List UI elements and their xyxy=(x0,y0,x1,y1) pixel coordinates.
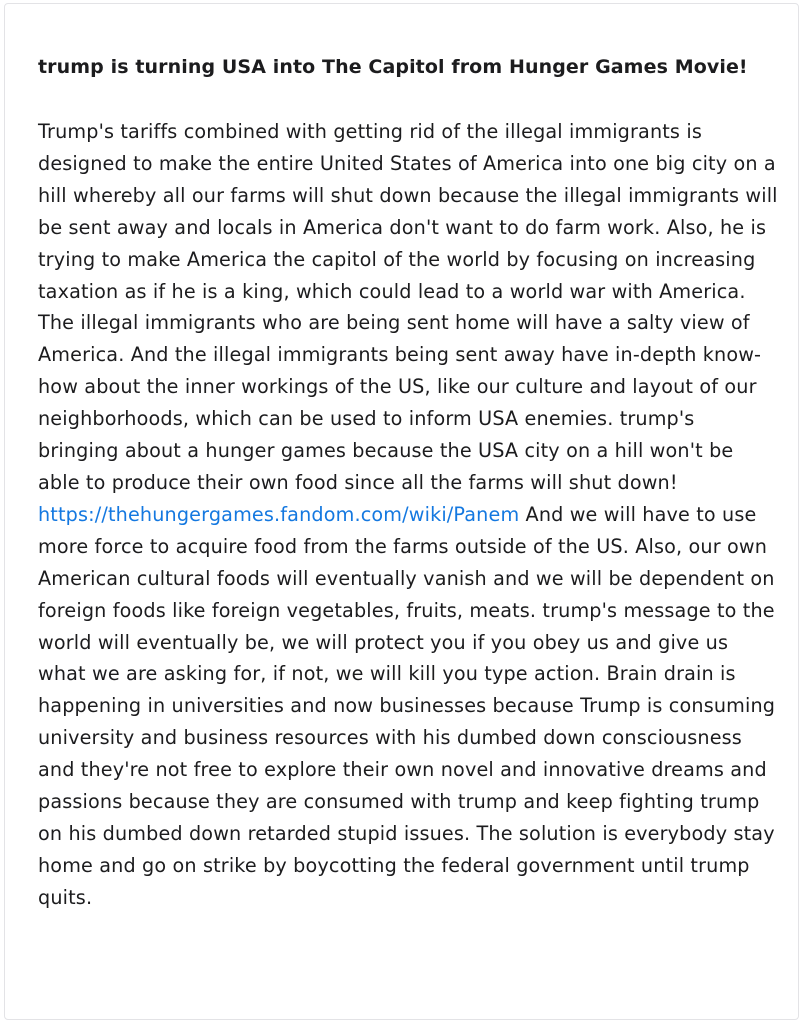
post-body-text-2: And we will have to use more force to acquire food from the farms outside of the US. Also, our own American cultural foods will eventually vanish and we will be dependent on foreign foods like foreign vegetables, fruits, meats. trump's message to the world will eventually be, we will protect you if you obey us and give us what we are asking for, if not, we will kill you type action. Brain drain is happening in universities and now businesses because Trump is consuming university and business resources with his dumbed down consciousness and they're not free to explore their own novel and innovative dreams and passions because they are consumed with trump and keep fighting trump on his dumbed down retarded stupid issues. The solution is everybody stay home and go on strike by boycotting the federal government until trump quits. xyxy=(38,502,776,909)
post-title: trump is turning USA into The Capitol from Hunger Games Movie! xyxy=(38,56,748,78)
panem-wiki-link[interactable]: https://thehungergames.fandom.com/wiki/Panem xyxy=(38,502,520,526)
post-body xyxy=(38,116,778,914)
post-body-text-1: Trump's tariffs combined with getting rid of the illegal immigrants is designed to make the entire United States of America into one big city on a hill whereby all our farms will shut down because the illegal immigrants will be sent away and locals in America don't want to do farm work. Also, he is trying to make America the capitol of the world by focusing on increasing taxation as if he is a king, which could lead to a world war with America. The illegal immigrants who are being sent home will have a salty view of America. And the illegal immigrants being sent away have in-depth know-how about the inner workings of the US, like our culture and layout of our neighborhoods, which can be used to inform USA enemies. trump's bringing about a hunger games because the USA city on a hill won't be able to produce their own food since all the farms will shut down! xyxy=(38,120,778,494)
post-card xyxy=(4,3,799,1020)
